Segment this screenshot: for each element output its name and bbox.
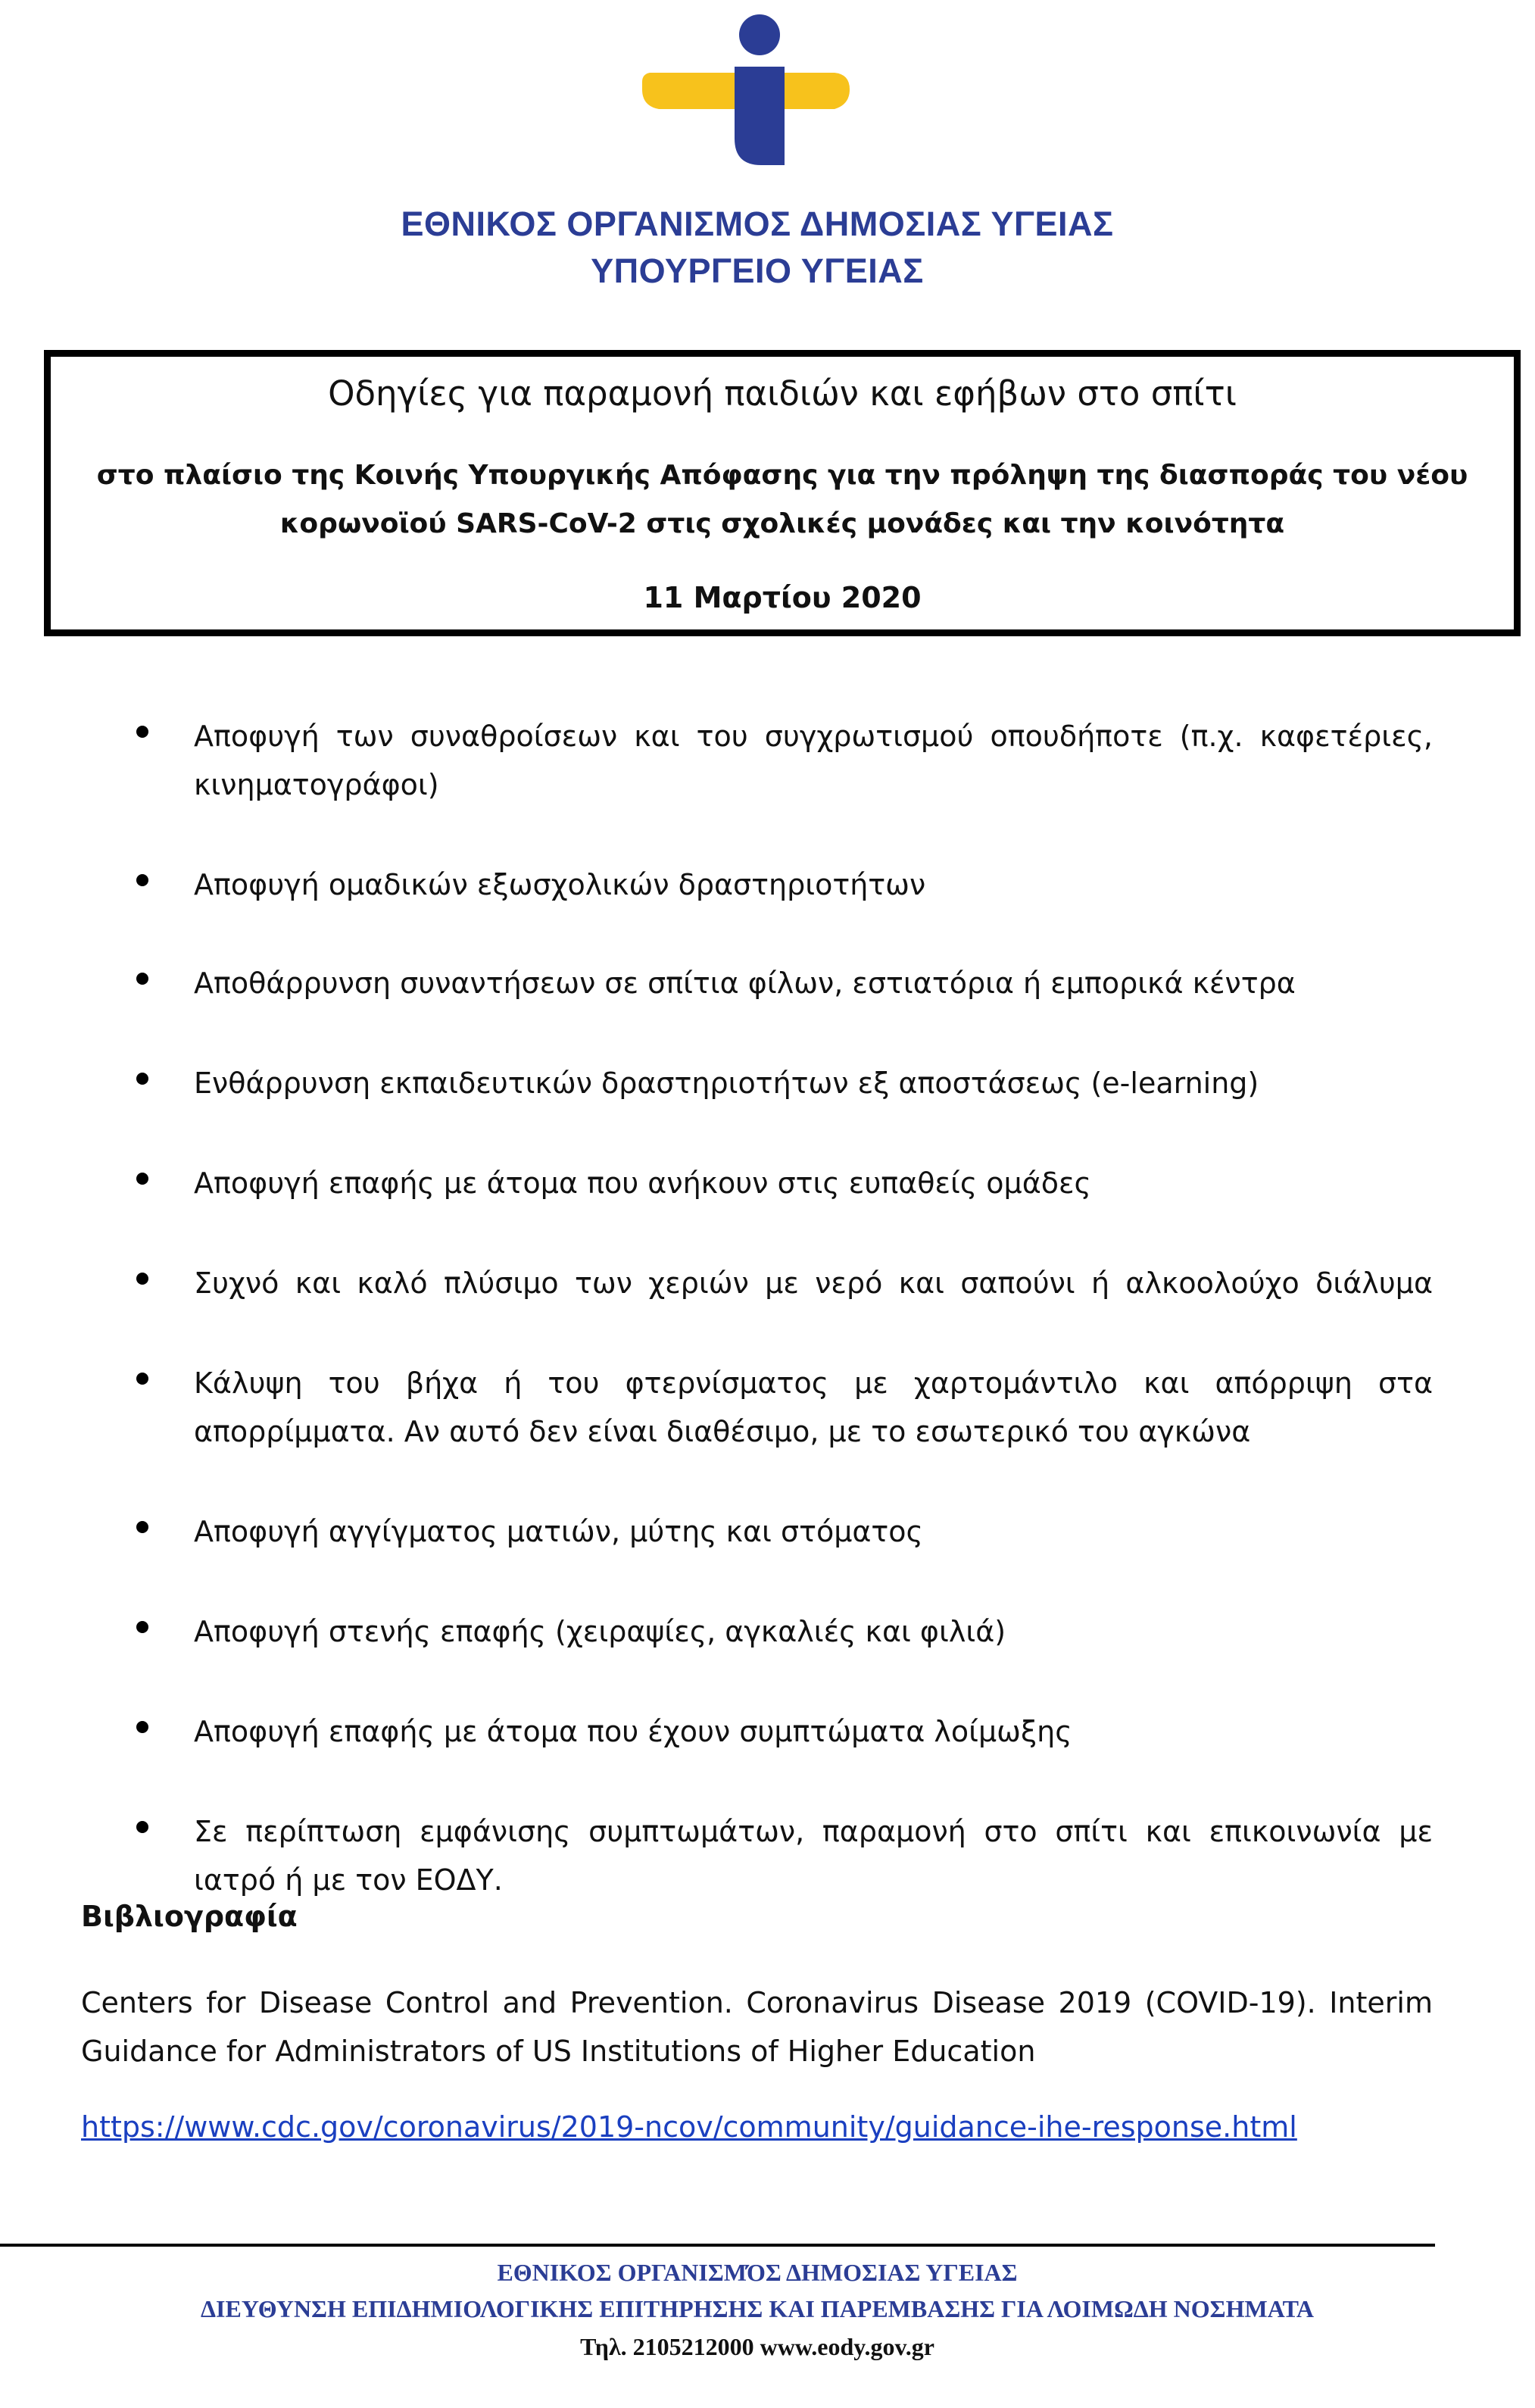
list-item-text: Σε περίπτωση εμφάνισης συμπτωμάτων, παραμονή στο σπίτι και επικοινωνία με ιατρό ή με τον ΕΟΔΥ. bbox=[194, 1815, 1433, 1897]
org-name-line2: ΥΠΟΥΡΓΕΙΟ ΥΓΕΙΑΣ bbox=[591, 251, 924, 290]
bullet-icon bbox=[136, 1621, 148, 1633]
document-date: 11 Μαρτίου 2020 bbox=[643, 581, 922, 614]
list-item-text: Αποφυγή των συναθροίσεων και του συγχρωτισμού οπουδήποτε (π.χ. καφετέριες, κινηματογράφοι) bbox=[194, 720, 1433, 801]
title-box bbox=[44, 350, 1521, 636]
list-item-text: Αποφυγή επαφής με άτομα που έχουν συμπτώματα λοίμωξης bbox=[194, 1715, 1072, 1748]
bullet-icon bbox=[136, 726, 148, 738]
list-item-text: Κάλυψη του βήχα ή του φτερνίσματος με χαρτομάντιλο και απόρριψη στα απορρίμματα. Αν αυτό δεν είναι διαθέσιμο, με το εσωτερικό του αγκώνα bbox=[194, 1366, 1433, 1448]
bibliography-heading: Βιβλιογραφία bbox=[81, 1900, 298, 1933]
bibliography-reference: Centers for Disease Control and Prevention. Coronavirus Disease 2019 (COVID-19). Interim Guidance for Administrators of US Institutions of Higher Education bbox=[81, 1986, 1433, 2068]
list-item-text: Αποθάρρυνση συναντήσεων σε σπίτια φίλων, εστιατόρια ή εμπορικά κέντρα bbox=[194, 967, 1296, 1000]
eody-logo-icon bbox=[636, 14, 856, 173]
bullet-icon bbox=[136, 1273, 148, 1285]
list-item-text: Συχνό και καλό πλύσιμο των χεριών με νερό και σαπούνι ή αλκοολούχο διάλυμα bbox=[194, 1266, 1433, 1300]
bullet-icon bbox=[136, 1173, 148, 1185]
document-title: Οδηγίες για παραμονή παιδιών και εφήβων στο σπίτι bbox=[328, 373, 1237, 414]
footer-org-name: ΕΘΝΙΚΟΣ ΟΡΓΑΝΙΣΜΌΣ ΔΗΜΟΣΙΑΣ ΥΓΕΙΑΣ bbox=[497, 2259, 1018, 2286]
bullet-icon bbox=[136, 973, 148, 985]
bullet-icon bbox=[136, 1721, 148, 1733]
bullet-icon bbox=[136, 1073, 148, 1085]
document-subtitle-line1: στο πλαίσιο της Κοινής Υπουργικής Απόφασης για την πρόληψη της διασποράς του νέου bbox=[96, 460, 1468, 491]
list-item-text: Αποφυγή επαφής με άτομα που ανήκουν στις ευπαθείς ομάδες bbox=[194, 1167, 1091, 1200]
list-item-text: Ενθάρρυνση εκπαιδευτικών δραστηριοτήτων εξ αποστάσεως (e-learning) bbox=[194, 1067, 1259, 1100]
list-item-text: Αποφυγή αγγίγματος ματιών, μύτης και στόματος bbox=[194, 1515, 923, 1548]
bullet-icon bbox=[136, 1373, 148, 1385]
org-name-line1: ΕΘΝΙΚΟΣ ΟΡΓΑΝΙΣΜΟΣ ΔΗΜΟΣΙΑΣ ΥΓΕΙΑΣ bbox=[401, 205, 1114, 243]
bullet-icon bbox=[136, 1521, 148, 1533]
footer-divider bbox=[0, 2244, 1435, 2247]
bibliography-link[interactable]: https://www.cdc.gov/coronavirus/2019-ncov/community/guidance-ihe-response.html bbox=[81, 2110, 1297, 2144]
document-subtitle-line2: κορωνοϊού SARS-CoV-2 στις σχολικές μονάδες και την κοινότητα bbox=[279, 508, 1285, 539]
list-item-text: Αποφυγή στενής επαφής (χειραψίες, αγκαλιές και φιλιά) bbox=[194, 1615, 1006, 1648]
footer-department: ΔΙΕΥΘΥΝΣΗ ΕΠΙΔΗΜΙΟΛΟΓΙΚΗΣ ΕΠΙΤΗΡΗΣΗΣ ΚΑΙ ΠΑΡΕΜΒΑΣΗΣ ΓΙΑ ΛΟΙΜΩΔΗ ΝΟΣΗΜΑΤΑ bbox=[200, 2295, 1314, 2322]
footer-contact: Τηλ. 2105212000 www.eody.gov.gr bbox=[580, 2333, 934, 2360]
bullet-icon bbox=[136, 1821, 148, 1833]
bullet-icon bbox=[136, 874, 148, 886]
list-item-text: Αποφυγή ομαδικών εξωσχολικών δραστηριοτήτων bbox=[194, 868, 926, 901]
